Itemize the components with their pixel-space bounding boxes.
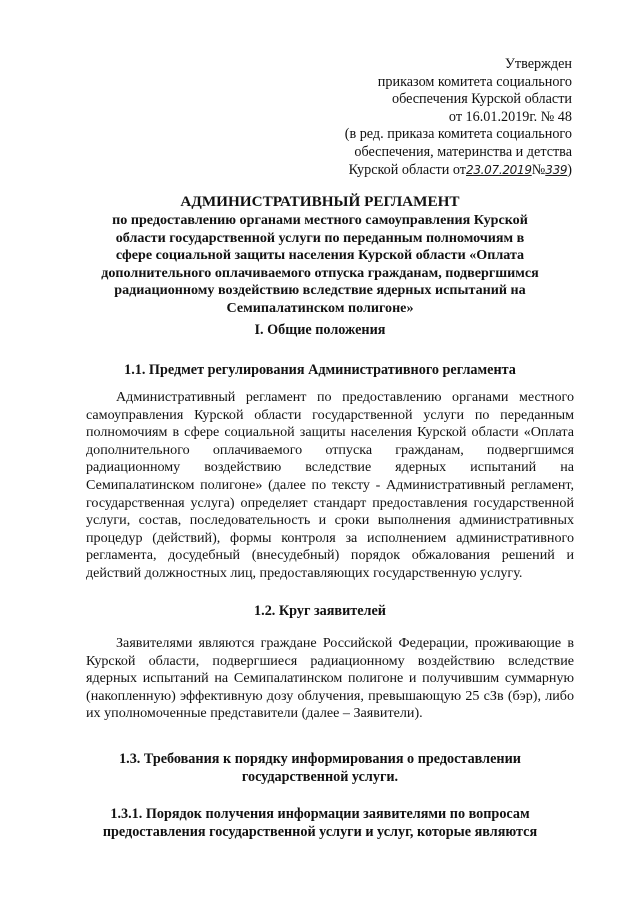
- section-1-3-heading: 1.3. Требования к порядку информирования о предоставлении государственной услуги.: [119, 751, 521, 785]
- approval-line-4: от 16.01.2019г. № 48: [448, 108, 572, 125]
- approval-line-3: обеспечения Курской области: [391, 91, 572, 108]
- section-1-1-paragraph: Административный регламент по предоставлению органами местного самоуправления Курской области государственной услуги по переданным полномочиям в сфере социальной защиты населения Курской области «Оплата дополнительного оплачиваемого отпуска гражданам, подвергшимся радиационному воздействию вследствие ядерных испытаний на Семипалатинском полигоне» (далее по тексту - Административный регламент, государственная услуга) определяет стандарт предоставления государственной услуги, состав, последовательность и сроки выполнения административных процедур (действий), формы контроля за исполнением административного регламента, досудебный (внесудебный) порядок обжалования решений и действий должностных лиц, предоставляющих государственную услугу.: [86, 389, 574, 581]
- number-sign: №: [531, 161, 546, 178]
- section-1-3-1-heading: 1.3.1. Порядок получения информации заявителями по вопросам предоставления государственной услуги и услуг, которые являются: [102, 806, 538, 840]
- closing-paren: ): [567, 161, 572, 178]
- section-1-heading: I. Общие положения: [254, 322, 386, 338]
- section-1-2-heading: 1.2. Круг заявителей: [254, 603, 386, 619]
- document-title: АДМИНИСТРАТИВНЫЙ РЕГЛАМЕНТ: [180, 193, 460, 210]
- document-subtitle: по предоставлению органами местного самоуправления Курской области государственной услуги по переданным полномочиям в сфере социальной защиты населения Курской области «Оплата дополнительного оплачиваемого отпуска гражданам, подвергшимся радиационному воздействию вследствие ядерных испытаний на Семипалатинском полигоне»: [101, 212, 539, 316]
- section-1-1-heading: 1.1. Предмет регулирования Административного регламента: [124, 362, 516, 378]
- approval-stamp-block: [272, 56, 572, 179]
- approval-line-1: Утвержден: [504, 56, 572, 72]
- approval-line-7-prefix: Курской области от: [348, 161, 466, 178]
- handwritten-date: 23.07.2019: [465, 162, 532, 177]
- approval-line-2: приказом комитета социального: [377, 73, 572, 90]
- approval-line-7: [272, 162, 572, 180]
- approval-line-6: обеспечения, материнства и детства: [354, 143, 572, 160]
- section-1-2-paragraph: Заявителями являются граждане Российской Федерации, проживающие в Курской области, подвергшиеся радиационному воздействию вследствие ядерных испытаний на Семипалатинском полигоне и получившим суммарную (накопленную) эффективную дозу облучения, превышающую 25 сЗв (бэр), либо их уполномоченные представители (далее – Заявители).: [86, 635, 574, 722]
- approval-line-5: (в ред. приказа комитета социального: [344, 126, 572, 143]
- handwritten-number: 339: [545, 162, 568, 177]
